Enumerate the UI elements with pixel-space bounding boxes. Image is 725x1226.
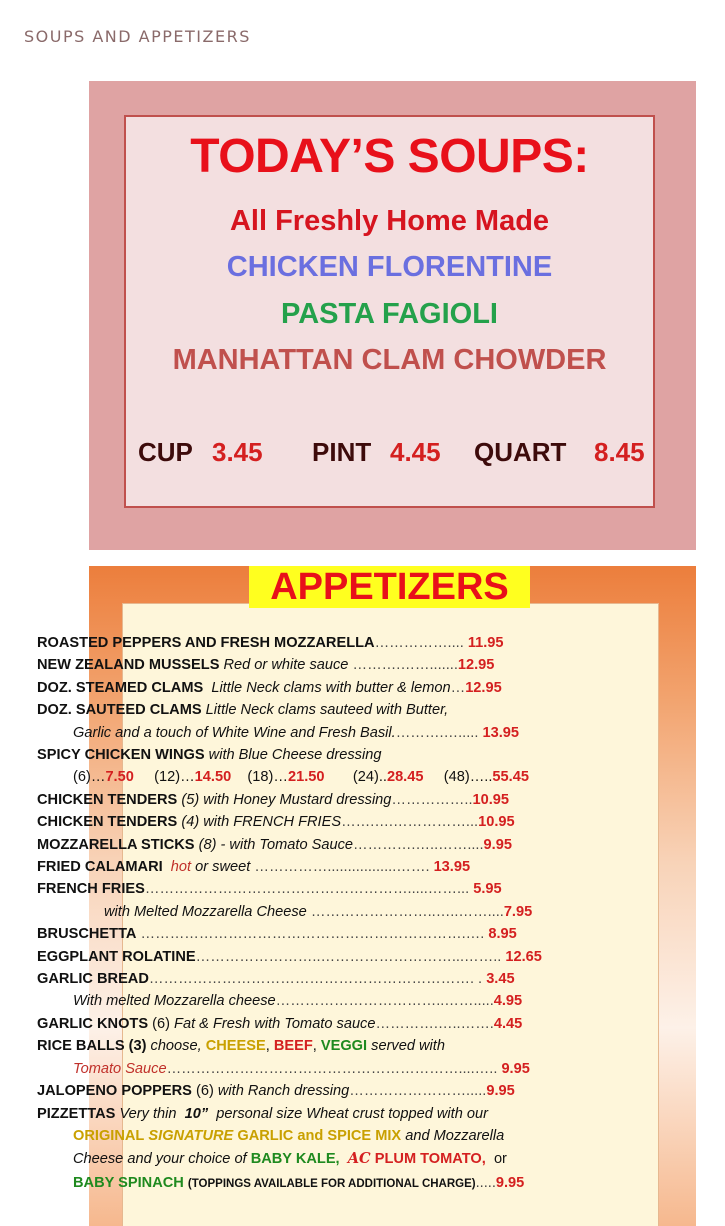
list-item: Garlic and a touch of White Wine and Fresh Basil.……….…..... 13.95 — [73, 725, 519, 741]
list-item: with Melted Mozzarella Cheese ……………………..…..……....7.95 — [104, 904, 533, 920]
soup-item-chicken-florentine: CHICKEN FLORENTINE — [226, 251, 553, 283]
price-cup: 3.45 — [212, 437, 263, 467]
list-item: EGGPLANT ROLATINE……………………..………………………...…….. 12.65 — [37, 949, 542, 965]
list-item: Cheese and your choice of BABY KALE, AC PLUM TOMATO, or — [73, 1150, 507, 1167]
list-item: BABY SPINACH (TOPPINGS AVAILABLE FOR ADDITIONAL CHARGE).....9.95 — [73, 1175, 525, 1191]
appetizers-title-banner — [249, 566, 530, 608]
list-item: SPICY CHICKEN WINGS with Blue Cheese dressing — [37, 747, 382, 763]
soup-item-pasta-fagioli: PASTA FAGIOLI — [281, 298, 498, 330]
soups-subtitle: All Freshly Home Made — [229, 205, 550, 237]
price-quart: 8.45 — [594, 437, 645, 467]
list-item: FRIED CALAMARI hot or sweet …………….................……. 13.95 — [37, 859, 471, 875]
size-label-pint: PINT — [312, 437, 372, 467]
size-label-quart: QUART — [474, 437, 567, 467]
soup-size-prices — [138, 437, 653, 473]
list-item: RICE BALLS (3) choose, CHEESE, BEEF, VEGGI served with — [37, 1038, 445, 1054]
appetizers-title: APPETIZERS — [270, 566, 509, 608]
list-item: CHICKEN TENDERS (4) with FRENCH FRIES…….….……………...10.95 — [37, 814, 515, 830]
list-item: DOZ. SAUTEED CLAMS Little Neck clams sauteed with Butter, — [37, 702, 449, 718]
soup-item-clam-chowder: MANHATTAN CLAM CHOWDER — [172, 344, 607, 376]
list-item: DOZ. STEAMED CLAMS Little Neck clams with butter & lemon…12.95 — [37, 680, 502, 696]
list-item: PIZZETTAS Very thin 10” personal size Wheat crust topped with our — [37, 1106, 488, 1122]
list-item: With melted Mozzarella cheese……………………………..…….....4.95 — [73, 993, 523, 1009]
list-item: MOZZARELLA STICKS (8) - with Tomato Sauce………….…..……....9.95 — [37, 837, 512, 853]
ac-logo-icon: AC — [347, 1150, 371, 1167]
list-item: ROASTED PEPPERS AND FRESH MOZZARELLA…………….... 11.95 — [37, 635, 504, 651]
list-item: GARLIC BREAD…………………………………………………………. . 3.45 — [37, 971, 515, 987]
list-item: BRUSCHETTA ………………………………………………………….…. 8.95 — [37, 926, 517, 942]
list-item: CHICKEN TENDERS (5) with Honey Mustard dressing……………..10.95 — [37, 792, 510, 808]
soups-title: TODAY’S SOUPS: — [190, 130, 589, 183]
list-item: NEW ZEALAND MUSSELS Red or white sauce ……….…….......12.95 — [37, 657, 495, 673]
soups-panel — [89, 81, 696, 550]
list-item: ORIGINAL SIGNATURE GARLIC and SPICE MIX and Mozzarella — [73, 1128, 505, 1144]
list-item: GARLIC KNOTS (6) Fat & Fresh with Tomato sauce………….…..…….4.45 — [37, 1016, 523, 1032]
price-pint: 4.45 — [390, 437, 441, 467]
size-label-cup: CUP — [138, 437, 193, 467]
list-item: JALOPENO POPPERS (6) with Ranch dressing…………………….....9.95 — [37, 1083, 515, 1099]
soups-card — [124, 115, 655, 508]
wings-price-row: (6)…7.50 (12)…14.50 (18)…21.50 (24)..28.45 (48)…..55.45 — [73, 769, 529, 785]
list-item: Tomato Sauce……………………………………………………....….. 9.95 — [73, 1061, 530, 1077]
page-title: SOUPS AND APPETIZERS — [24, 27, 251, 46]
list-item: FRENCH FRIES……………………………………………….....……... 5.95 — [37, 881, 502, 897]
